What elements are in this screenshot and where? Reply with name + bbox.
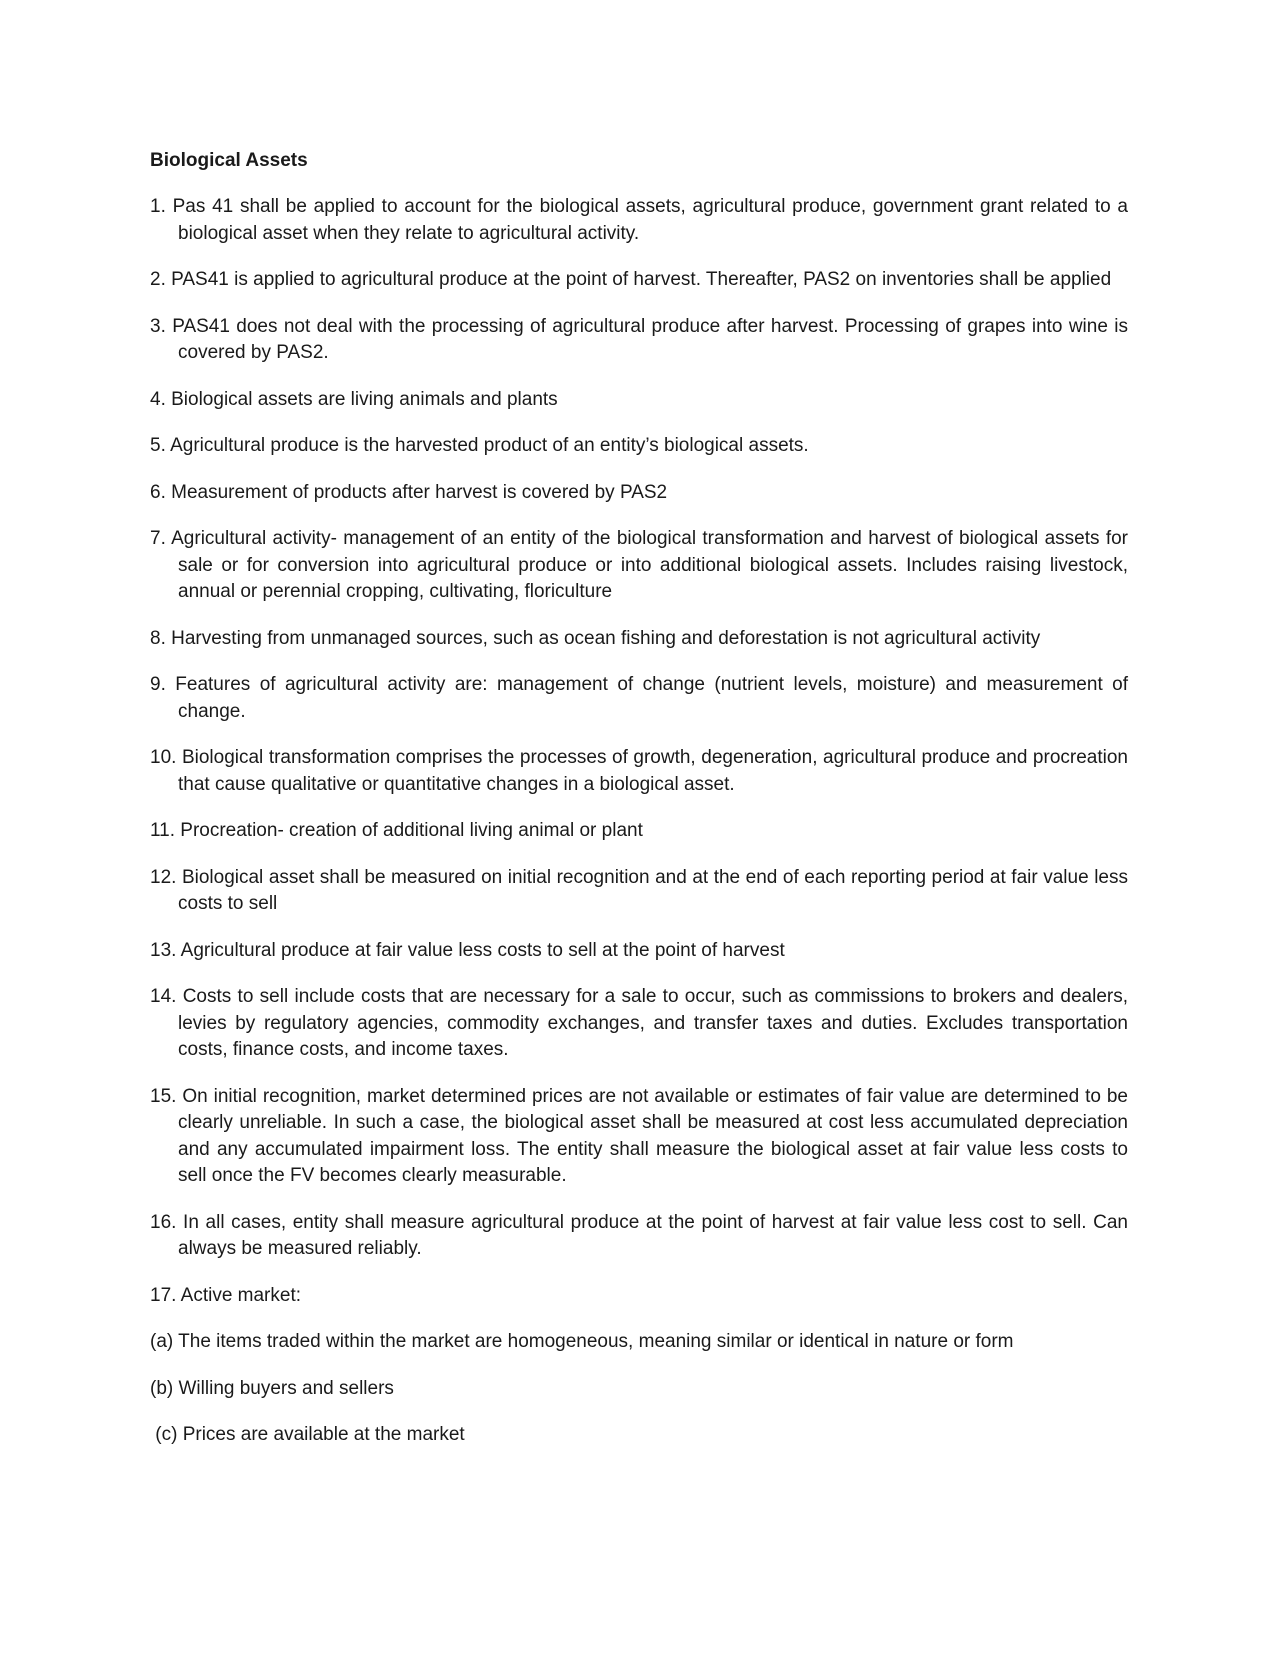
document-page <box>150 148 1128 1469</box>
sub-item-b: (b) Willing buyers and sellers <box>150 1377 394 1399</box>
list-item-3: 3. PAS41 does not deal with the processing of agricultural produce after harvest. Processing of grapes into wine is covered by PAS2. <box>150 315 1128 363</box>
list-item-10: 10. Biological transformation comprises the processes of growth, degeneration, agricultural produce and procreation that cause qualitative or quantitative changes in a biological asset. <box>150 747 1128 795</box>
list-item-7: 7. Agricultural activity- management of an entity of the biological transformation and harvest of biological assets for sale or for conversion into agricultural produce or into additional biological assets. Includes raising livestock, annual or perennial cropping, cultivating, floriculture <box>150 528 1128 602</box>
list-item-12: 12. Biological asset shall be measured on initial recognition and at the end of each reporting period at fair value less costs to sell <box>150 866 1128 914</box>
list-item-1: 1. Pas 41 shall be applied to account for the biological assets, agricultural produce, government grant related to a biological asset when they relate to agricultural activity. <box>150 196 1128 244</box>
list-item-15: 15. On initial recognition, market determined prices are not available or estimates of fair value are determined to be clearly unreliable. In such a case, the biological asset shall be measured at cost less accumulated depreciation and any accumulated impairment loss. The entity shall measure the biological asset at fair value less costs to sell once the FV becomes clearly measurable. <box>150 1085 1128 1186</box>
list-item-9: 9. Features of agricultural activity are: management of change (nutrient levels, moisture) and measurement of change. <box>150 674 1128 722</box>
list-item-14: 14. Costs to sell include costs that are necessary for a sale to occur, such as commissions to brokers and dealers, levies by regulatory agencies, commodity exchanges, and transfer taxes and duties. Excludes transportation costs, finance costs, and income taxes. <box>150 986 1128 1060</box>
list-item-11: 11. Procreation- creation of additional living animal or plant <box>150 820 643 841</box>
list-item-8: 8. Harvesting from unmanaged sources, such as ocean fishing and deforestation is not agricultural activity <box>150 627 1041 649</box>
list-item-16: 16. In all cases, entity shall measure agricultural produce at the point of harvest at fair value less cost to sell. Can always be measured reliably. <box>150 1211 1128 1259</box>
document-title: Biological Assets <box>150 150 308 171</box>
list-item-13: 13. Agricultural produce at fair value less costs to sell at the point of harvest <box>150 939 785 961</box>
sub-item-a: (a) The items traded within the market are homogeneous, meaning similar or identical in nature or form <box>150 1331 1014 1352</box>
sub-item-c: (c) Prices are available at the market <box>150 1424 465 1445</box>
list-item-17: 17. Active market: <box>150 1284 302 1306</box>
list-item-5: 5. Agricultural produce is the harvested product of an entity’s biological assets. <box>150 435 809 456</box>
list-item-6: 6. Measurement of products after harvest is covered by PAS2 <box>150 481 668 503</box>
list-item-4: 4. Biological assets are living animals and plants <box>150 388 558 410</box>
list-item-2: 2. PAS41 is applied to agricultural produce at the point of harvest. Thereafter, PAS2 on inventories shall be applied <box>150 269 1112 290</box>
